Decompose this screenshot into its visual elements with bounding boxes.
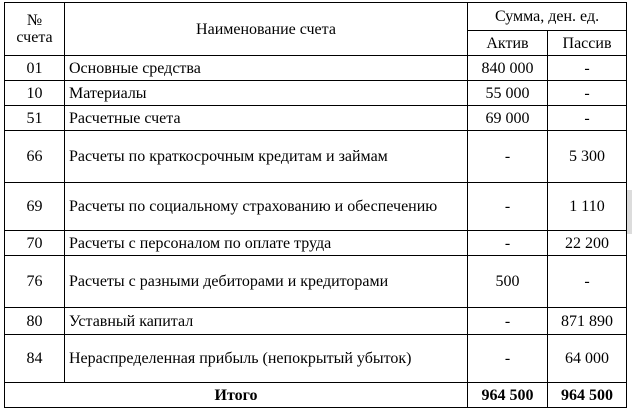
header-active: Актив: [468, 31, 548, 56]
account-number: 70: [5, 231, 65, 256]
header-amount: Сумма, ден. ед.: [468, 3, 627, 31]
passive-amount: 22 200: [548, 231, 627, 256]
header-account-name: Наименование счета: [65, 3, 468, 56]
passive-amount: -: [548, 106, 627, 131]
balance-table: [4, 2, 627, 408]
active-amount: -: [468, 308, 548, 335]
account-number: 80: [5, 308, 65, 335]
account-name: Расчеты с разными дебиторами и кредиторами: [65, 256, 468, 308]
active-amount: 840 000: [468, 56, 548, 81]
active-amount: 500: [468, 256, 548, 308]
account-number: 10: [5, 81, 65, 106]
table-row: [5, 106, 627, 131]
active-amount: -: [468, 231, 548, 256]
total-row: [5, 383, 627, 408]
table-row: [5, 56, 627, 81]
account-number: 51: [5, 106, 65, 131]
account-name: Расчеты с персоналом по оплате труда: [65, 231, 468, 256]
passive-amount: 5 300: [548, 131, 627, 183]
table-row: [5, 335, 627, 383]
active-amount: -: [468, 183, 548, 231]
scroll-edge-mark: [627, 190, 632, 234]
table-row: [5, 308, 627, 335]
header-passive: Пассив: [548, 31, 627, 56]
header-account-number: № счета: [5, 3, 65, 56]
passive-amount: 64 000: [548, 335, 627, 383]
header-row-top: [5, 3, 627, 31]
passive-amount: 1 110: [548, 183, 627, 231]
account-name: Расчетные счета: [65, 106, 468, 131]
active-amount: 69 000: [468, 106, 548, 131]
account-number: 66: [5, 131, 65, 183]
active-amount: 55 000: [468, 81, 548, 106]
total-active: 964 500: [468, 383, 548, 408]
total-passive: 964 500: [548, 383, 627, 408]
account-number: 76: [5, 256, 65, 308]
table-row: [5, 256, 627, 308]
account-name: Расчеты по социальному страхованию и обеспечению: [65, 183, 468, 231]
table-row: [5, 231, 627, 256]
account-name: Уставный капитал: [65, 308, 468, 335]
account-number: 69: [5, 183, 65, 231]
active-amount: -: [468, 335, 548, 383]
total-label: Итого: [5, 383, 468, 408]
account-name: Материалы: [65, 81, 468, 106]
account-name: Основные средства: [65, 56, 468, 81]
passive-amount: -: [548, 56, 627, 81]
account-number: 84: [5, 335, 65, 383]
table-row: [5, 183, 627, 231]
account-name: Нераспределенная прибыль (непокрытый убыток): [65, 335, 468, 383]
passive-amount: 871 890: [548, 308, 627, 335]
table-row: [5, 131, 627, 183]
account-name: Расчеты по краткосрочным кредитам и займам: [65, 131, 468, 183]
table-row: [5, 81, 627, 106]
account-number: 01: [5, 56, 65, 81]
passive-amount: -: [548, 256, 627, 308]
passive-amount: -: [548, 81, 627, 106]
active-amount: -: [468, 131, 548, 183]
